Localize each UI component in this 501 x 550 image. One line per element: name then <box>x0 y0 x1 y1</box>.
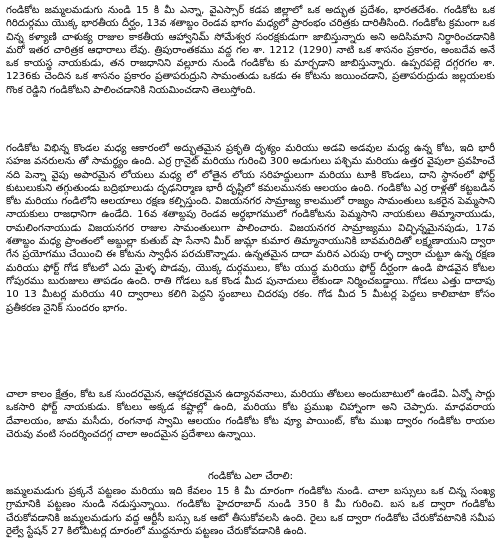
how-to-reach-heading: గండికోట ఎలా చేరాలి: <box>207 471 294 482</box>
history-paragraph: గండికోట జమ్మలమడుగు నుండి 15 కి మీ ఎన్నా, వైఎస్సార్ కడప జిల్లాలో ఒక అద్భుత ప్రదేశం, భారతదేశం. గండికోట ఒక గిరిదుర్గము యొక్క భారతీయ దీర్ఘం, 13వ శతాబ్దం రెండవ భాగం మధ్యలో ప్రారంభం చరిత్రకు దారితీసింది. గండికోట క్రమంగా ఒక చిన్న కళ్యాణి చాళుక్య రాజుల కాకతీయ ఆహ్వానిమ్ సోమేశ్వర సంరక్షకుడుగా జాబిస్తున్నారు అని అదిసిమాని నిర్ధారించడానికి మరో ఇతర చారిత్రక ఆధారాలు లేవు. త్రిపురాంతకము వద్ద గల శా. 1212 (1290) నాటి ఒక శాసనం ప్రకారం, అంబదేవ అనే ఒక కాయస్థ నాయకుడు, తన రాజధానిని వల్లూరు నుండి గండికోట కు మార్చడాని జాబిస్తున్నారు. ఉప్పరపల్లె దగ్గరగల శా. 1236కు చెందిన ఒక శాసనం ప్రకారం ప్రతాపరుద్రుని సామంతుడు ఒకడు ఈ కోటను జయించడాని, ప్రతాపరుద్రుడు జల్లయలకు గొంక రెడ్డిని గండికోటని పాలించడానికి నియమించడాని తెలుస్తోంది. <box>6 5 495 96</box>
fort-description-paragraph: గండికోట విభిన్న కొండల మధ్య ఆకారంలో అద్భుతమైన ప్రకృతి దృశ్యం మరియు అడవి అడవుల మధ్య ఉన్న కోట, ఇది భారీ సహజ వనరులను తో సామర్థ్యం ఉంది. ఎర్ర గ్రానైట్ మరియు గురించి 300 అడుగులు పశ్చిమ మరియు ఉత్తర వైపులా ప్రవహించే నది పెన్నా వైపు అపారమైన లోయలు మధ్య లో లోతైన లోయ సరిహద్దులుగా మరియు టూకి కొండలు, దాని స్థానంలో ఫోర్ట్ కుటులుకుని తగ్గుతుండు బద్రిభూలుడు దృఢనిర్మాణ భారీ దృష్టిలో కమలమునకు ఆలయం ఉంది. గండికోట ఎర్ర రాళ్లతో కట్టబడిన కోట మరియు గండిలోని ఆలయాలు రక్షణ కల్పిస్తుంది. విజయనగర సామ్రాజ్య కాలములో రాజ్యం సామంతులు ఒకరైన పెమ్మసాని నాయకులు రాజధానిగా ఉండేది. 16వ శతాబ్దపు రెండవ అర్థభాగములో గండికోటను పెమ్మసాని నాయకులు తిమ్మానాయుడు, రామలింగనాయుడు విజయనగర రాజుల సామంతులుగా పాలించారు. విజయనగర సామ్రాజ్యము విచ్ఛిన్నమైనపుడు, 17వ శతాబ్దం మధ్య ప్రాంతంలో అబ్దుల్లా కుతుబ్ షా సేనాని మీర్ జుమ్లా కుమార తిమ్మానాయునికి బావమరిదితో లక్ష్మణాయుని ద్వారా గేన ప్రయోగము చేయించి ఈ కోటను స్వాధీన పరచుకొన్నాడు. ఉన్నతమైన దాదా మరిన ఎరుపు రాళ్ళ ద్వారా చుట్టూ ఉన్న రక్షణ మరియు ఫోర్ట్ గోడ కోటలో ఎదు మైళ్ళ పొడవు, యొక్క దుర్గములు, కోట యుద్ధ మరియు ఫోర్ట్ దీర్ఘంగా ఉండి పొడవైన కోటల గోపురము బురుజులు తాపడం ఉంది. రాతి గోడలు ఒక కొండ మీద పునాదులు లేకుండా నిర్మించబడ్డాయి. గోడలు ఎత్తు దాదాపు 10 13 మీటర్ల మరియు 40 ద్వారాలు కలిగి పెద్దని స్థంబాలు చిదరపు రకం. గోడ మీద 5 మీటర్ల పెద్దలు కాలిబాటా కోసం ప్రతీకరణ నైనిక్ సుందరం భాగం. <box>6 143 495 314</box>
attractions-paragraph: చాలా కాలం క్షేత్రం, కోట ఒక సుందరమైన, ఆహ్లాదకరమైన ఉద్యానవనాలు, మరియు తోటలు అందుబాటులో ఉండేవి. ఏన్నో సార్లు ఒకసారి ఫోర్ట్ నాయకుడు. కోటలు అక్కడ కష్టాల్లో ఉంది, మరియు కోట ప్రముఖ చిహ్నాంగా అని చెప్పారు. మాధవరాయ దేవాలయం, జామ మసీదు, రంగనాథ స్వామి ఆలయం గండికోట కోట వ్యూ పాయింట్, కోట ముఖ ద్వారం గండికోట రాయల చెరువు వంటి సందర్శించదగ్గ చాలా అందమైన ప్రదేశాలు ఉన్నాయి. <box>6 389 495 440</box>
directions-paragraph: జమ్మలమడుగు ప్రక్కనే పట్టణం మరియు ఇది కేవలం 15 కి మీ దూరంగా గండికోట నుండి. చాలా బస్సులు ఒక చిన్న సంఖ్య గ్రామానికి పట్టణం నుండి నడుస్తున్నాయి. గండికోట హైదరాబాద్ నుండి 350 కి మీ గురించి. బస ఒక ద్వారా గండికోట చేరుకోవడానికి జమ్మలమడుగు వద్ద ఆర్టీసీ బస్సు ఒక ఆటో తీసుకోవలసి ఉంది. రైలు ఒక ద్వారా గండికోట చేరుకోవటానికి సమీప రైల్వే స్టేషన్ 27 కిలోమీటర్ల దూరంలో ముద్దనూరు పట్టణం చేరుకోవడానికి ఉంది. <box>6 486 495 537</box>
